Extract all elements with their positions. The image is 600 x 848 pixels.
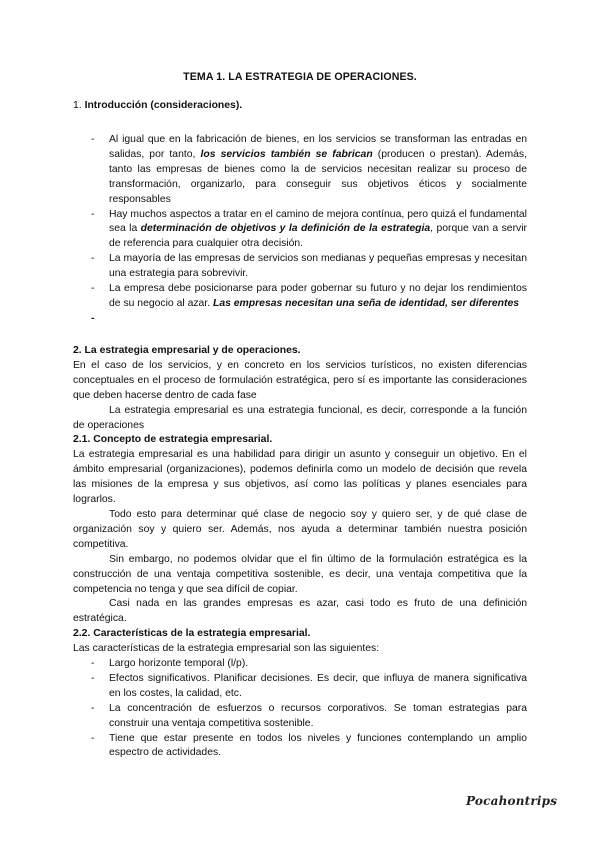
list-item: - La mayoría de las empresas de servicios son medianas y pequeñas empresas y necesitan una estrategia para sobrevivir. (91, 253, 527, 280)
list-item: - La concentración de esfuerzos o recursos corporativos. Se toman estrategias para construir una ventaja competitiva sostenible. (91, 702, 527, 729)
dash-marker: - (91, 134, 95, 145)
paragraph: Casi nada en las grandes empresas es azar, casi todo es fruto de una definición estratégica. (73, 598, 527, 625)
paragraph: En el caso de los servicios, y en concreto en los servicios turísticos, no existen diferencias conceptuales en el proceso de formulación estratégica, pero sí es importante las consideraciones que deben hacerse dentro de cada fase (73, 359, 527, 401)
list-item: - Efectos significativos. Planificar decisiones. Es decir, que influya de manera significativa en los costes, la calidad, etc. (91, 672, 527, 699)
paragraph: La estrategia empresarial es una estrategia funcional, es decir, corresponde a la función de operaciones (73, 404, 527, 431)
dash-marker: - (91, 672, 95, 684)
paragraph: La estrategia empresarial es una habilidad para dirigir un asunto y conseguir un objetivo. En el ámbito empresarial (organizaciones), podemos definirla como un modelo de decisión que revela las misiones de la empresa y sus objetivos, así como las políticas y planes esenciales para lograrlos. (73, 449, 527, 506)
section-1-list (73, 133, 527, 327)
dash-marker: - (91, 312, 95, 324)
dash-marker: - (91, 208, 95, 220)
list-item: - La empresa debe posicionarse para poder gobernar su futuro y no dejar los rendimientos de su negocio al azar. Las empresas necesitan una seña de identidad, ser diferentes (91, 283, 527, 309)
document-title: TEMA 1. LA ESTRATEGIA DE OPERACIONES. (183, 71, 417, 83)
section-1-title: Introducción (consideraciones). (84, 100, 243, 111)
section-2-2-list (73, 657, 527, 761)
section-2-1-title: 2.1. Concepto de estrategia empresarial. (73, 434, 273, 446)
section-2-2-title: 2.2. Características de la estrategia empresarial. (73, 628, 311, 640)
section-1-number: 1. (73, 100, 85, 111)
dash-marker: - (91, 702, 95, 714)
section-2 (73, 344, 527, 761)
dash-marker: - (91, 658, 95, 670)
list-item: - Al igual que en la fabricación de bienes, en los servicios se transforman las entradas en salidas, por tanto, los servicios también se fabrican (producen o prestan). Además, tanto las empresas de bienes como la de servicios necesitan realizar su proceso de transformación, organizarlo, para conseguir sus objetivos éticos y socialmente responsables (91, 134, 527, 205)
emphasis: los servicios también se fabrican (200, 148, 373, 160)
list-item: - Largo horizonte temporal (l/p). (73, 657, 527, 672)
emphasis: determinación de objetivos y la definición de la estrategia (140, 223, 431, 235)
list-item: - Hay muchos aspectos a tratar en el camino de mejora contínua, pero quizá el fundamental sea la determinación de objetivos y la definición de la estrategia, porque van a servir de referencia para cualquier otra decisión. (91, 208, 527, 250)
watermark-logo: Pocahontrips (466, 794, 558, 808)
section-2-title: 2. La estrategia empresarial y de operaciones. (73, 345, 301, 356)
dash-marker: - (91, 732, 95, 744)
paragraph: Todo esto para determinar qué clase de negocio soy y quiero ser, y de qué clase de organización soy y quiero ser. Además, nos ayuda a determinar también nuestra posición competitiva. (73, 508, 527, 550)
dash-marker: - (91, 253, 95, 265)
emphasis: Las empresas necesitan una seña de identidad, ser diferentes (212, 297, 520, 309)
paragraph: Sin embargo, no podemos olvidar que el fin último de la formulación estratégica es la construcción de una ventaja competitiva sostenible, es decir, una ventaja competitiva que la competencia no tenga y que sea difícil de copiar. (73, 553, 527, 595)
paragraph: Las características de la estrategia empresarial son las siguientes: (73, 643, 380, 655)
section-1-heading (73, 99, 527, 114)
list-item: - Tiene que estar presente en todos los niveles y funciones contemplando un amplio espectro de actividades. (91, 732, 527, 759)
dash-marker: - (91, 283, 95, 295)
empty-list-item (73, 312, 527, 327)
